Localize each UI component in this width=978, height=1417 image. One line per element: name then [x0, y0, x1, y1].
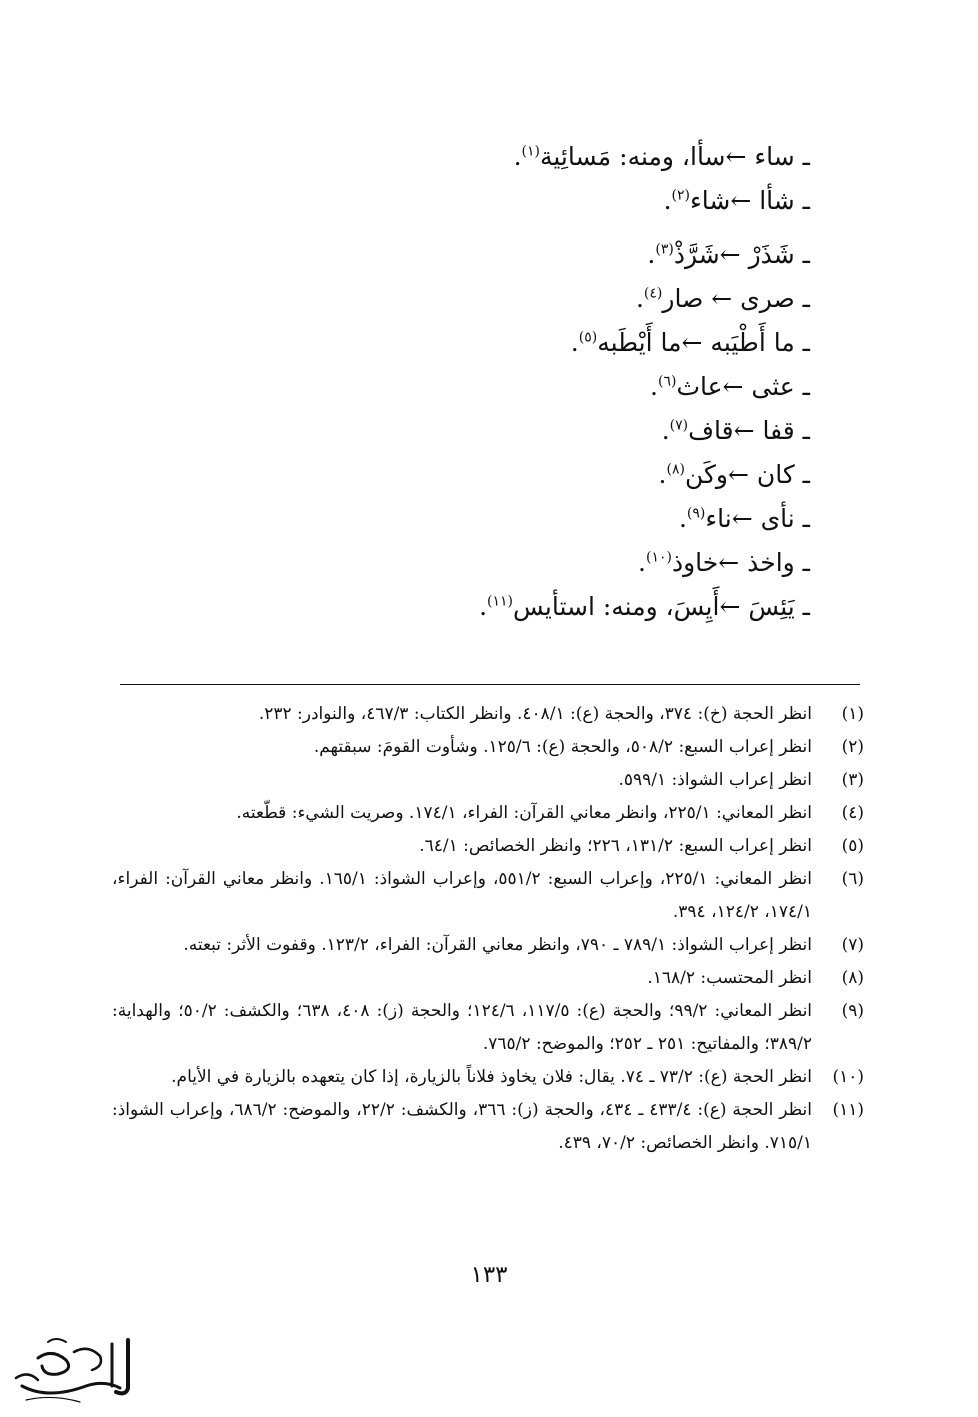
page-number: ١٣٣: [470, 1262, 508, 1288]
footnote-number: (١): [841, 704, 864, 724]
footnote-ref[interactable]: (٥): [578, 329, 598, 346]
entry-4: ـ صرى ← صار$^{(٤)}$.: [635, 284, 810, 313]
entry-8: ـ كان ←وكَن$^{(٨)}$.: [658, 460, 810, 489]
entry-list: [310, 135, 810, 629]
footnote-number: (٩): [841, 1001, 864, 1021]
footnote-ref[interactable]: (٨): [666, 461, 685, 478]
footnote: [112, 962, 864, 995]
footnote: [112, 698, 864, 731]
entry-3: ـ شَذَرْ ←شَرَّذْ$^{(٣)}$.: [647, 240, 810, 269]
footnote-number: (٣): [841, 770, 864, 790]
footnote-text: انظر إعراب الشواذ: ٥٩٩/١.: [618, 770, 812, 790]
entry-5: ـ ما أَطْيَبه ←ما أَيْطَبه$^{(٥)}$.: [570, 328, 810, 357]
footnote-ref[interactable]: (٤): [643, 285, 663, 302]
footnote-number: (٦): [841, 869, 864, 889]
entry-1: ـ ساء ←سأا، ومنه: مَسائِية$^{(١)}$.: [513, 142, 810, 171]
entry-10: ـ واخذ ←خاوذ$^{(١٠)}$.: [638, 548, 810, 577]
footnote-number: (٨): [841, 968, 864, 988]
footnote-number: (٤): [841, 803, 864, 823]
footnote-number: (٥): [841, 836, 864, 856]
footnote-number: (٧): [841, 935, 864, 955]
entry-6: ـ عثى ←عاث$^{(٦)}$.: [650, 372, 810, 401]
footnote-separator: [120, 684, 860, 685]
footnote: [112, 764, 864, 797]
footnote-text: انظر إعراب السبع: ١٣١/٢، ٢٢٦؛ وانظر الخصائص: ٦٤/١.: [419, 836, 812, 856]
footnote-ref[interactable]: (١١): [487, 593, 513, 610]
footnote-ref[interactable]: (٢): [671, 187, 690, 204]
footnote: [112, 797, 864, 830]
footnote: [112, 995, 864, 1061]
footnote-number: (٢): [841, 737, 864, 757]
footnote-ref[interactable]: (١٠): [645, 549, 672, 566]
footnote: [112, 1061, 864, 1094]
footnote-text: انظر إعراب السبع: ٥٠٨/٢، والحجة (ع): ١٢٥/٦. وشأوت القومَ: سبقتهم.: [313, 737, 812, 757]
footnote: [112, 929, 864, 962]
footnote-text: انظر المعاني: ٢٢٥/١، وانظر معاني القرآن: الفراء، ١٧٤/١. وصريت الشيء: قطّعته.: [236, 803, 812, 823]
footnote-text: انظر المعاني: ٢٢٥/١، وإعراب السبع: ٥٥١/٢، وإعراب الشواذ: ١٦٥/١. وانظر معاني القرآن: الفراء، ١٧٤/١، ١٢٤/٢، ٣٩٤.: [112, 869, 812, 922]
entry-9: ـ نأى ←ناء$^{(٩)}$.: [678, 504, 810, 533]
footnote-text: انظر الحجة (خ): ٣٧٤، والحجة (ع): ٤٠٨/١. وانظر الكتاب: ٤٦٧/٣، والنوادر: ٢٣٢.: [258, 704, 812, 724]
footnote-ref[interactable]: (٧): [669, 417, 689, 434]
entry-7: ـ قفا ←قاف$^{(٧)}$.: [661, 416, 810, 445]
footnote-ref[interactable]: (١): [521, 143, 540, 160]
footnote-text: انظر المعاني: ٩٩/٢؛ والحجة (ع): ١١٧/٥، ١٢٤/٦؛ والحجة (ز): ٤٠٨، ٦٣٨؛ والكشف: ٥٠/٢؛ والهداية: ٣٨٩/٢؛ والمفاتيح: ٢٥١ ـ ٢٥٢؛ والموضح: ٧٦٥/٢.: [112, 1001, 813, 1054]
footnote-ref[interactable]: (٩): [686, 505, 706, 522]
footnote: [112, 863, 864, 929]
calligraphy-seal-icon: [8, 1330, 140, 1408]
footnote: [112, 830, 864, 863]
footnote: [112, 1094, 864, 1160]
footnote-number: (١٠): [832, 1067, 864, 1087]
footnote-text: انظر الحجة (ع): ٧٣/٢ ـ ٧٤. يقال: فلان يخاوذ فلاناً بالزيارة، إذا كان يتعهده بالزيارة في الأيام.: [171, 1067, 812, 1087]
footnote-number: (١١): [832, 1100, 864, 1120]
footnote-text: انظر المحتسب: ١٦٨/٢.: [647, 968, 812, 988]
footnote: [112, 731, 864, 764]
footnote-ref[interactable]: (٦): [657, 373, 677, 390]
footnote-ref[interactable]: (٣): [655, 241, 674, 258]
footnotes: [112, 698, 864, 1160]
entry-2: ـ شأا ←شاء$^{(٢)}$.: [663, 186, 810, 215]
footnote-text: انظر الحجة (ع): ٤٣٣/٤ ـ ٤٣٤، والحجة (ز): ٣٦٦، والكشف: ٢٢/٢، والموضح: ٦٨٦/٢، وإعراب الشواذ: ٧١٥/١. وانظر الخصائص: ٧٠/٢، ٤٣٩.: [112, 1100, 813, 1153]
footnote-text: انظر إعراب الشواذ: ٧٨٩/١ ـ ٧٩٠، وانظر معاني القرآن: الفراء، ١٢٣/٢. وقفوت الأثر: تبعته.: [183, 935, 812, 955]
entry-11: ـ يَئِسَ ←أَيِسَ، ومنه: استأيس$^{(١١)}$.: [479, 592, 810, 621]
